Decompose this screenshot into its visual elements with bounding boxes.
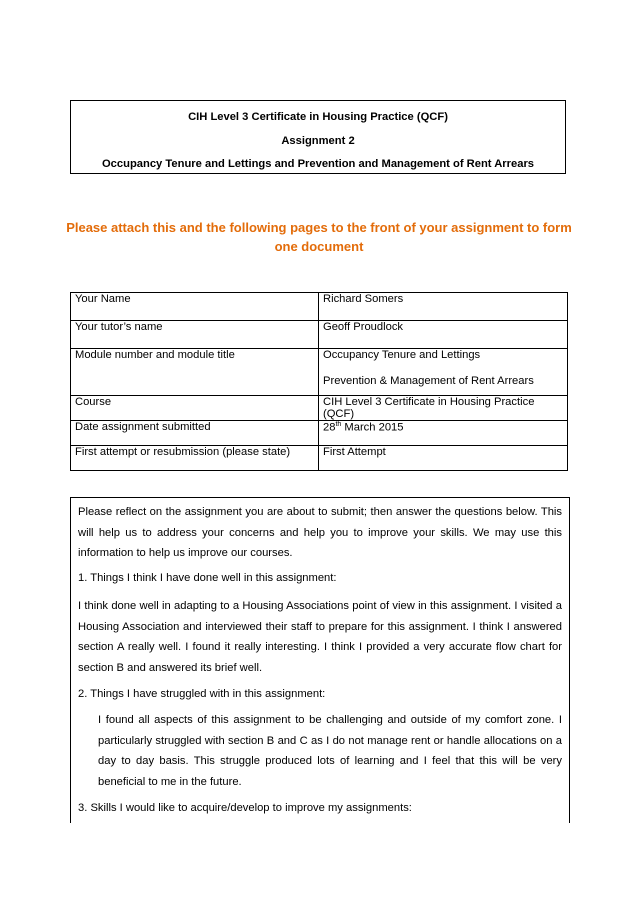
date-rest: March 2015 [341, 421, 404, 434]
table-row [71, 421, 568, 446]
date-day: 28 [323, 421, 336, 434]
assignment-subtitle: Occupancy Tenure and Lettings and Prevention and Management of Rent Arrears [101, 158, 535, 170]
assignment-number: Assignment 2 [281, 135, 355, 147]
student-info-table [70, 292, 568, 471]
row-label: Date assignment submitted [71, 421, 319, 446]
row-value: CIH Level 3 Certificate in Housing Practice (QCF) [319, 396, 568, 421]
row-label: Your Name [71, 293, 319, 321]
table-row [71, 321, 568, 349]
module-title-2: Prevention & Management of Rent Arrears [323, 375, 534, 387]
certificate-title: CIH Level 3 Certificate in Housing Practice (QCF) [188, 111, 448, 123]
row-label: Module number and module title [71, 349, 319, 396]
row-label: First attempt or resubmission (please state) [71, 446, 319, 471]
row-label: Course [71, 396, 319, 421]
cover-header-box [70, 100, 566, 174]
answer-2: I found all aspects of this assignment to be challenging and outside of my comfort zone. I particularly struggled with section B and C as I do not manage rent or handle allocations on a day to day basis. This struggle produced lots of learning and I feel that this will be very beneficial to me in the future. [98, 714, 562, 788]
row-value: First Attempt [319, 446, 568, 471]
question-3: 3. Skills I would like to acquire/develop to improve my assignments: [78, 802, 412, 814]
reflection-box [70, 497, 570, 823]
table-row [71, 446, 568, 471]
answer-1: I think done well in adapting to a Housing Associations point of view in this assignment. I visited a Housing Association and interviewed their staff to prepare for this assignment. I think I answered section A really well. I found it really interesting. I think I provided a very accurate flow chart for section B and answered its brief well. [78, 600, 562, 674]
attach-notice: Please attach this and the following pages to the front of your assignment to form one document [66, 220, 572, 254]
table-row [71, 293, 568, 321]
row-value: Richard Somers [319, 293, 568, 321]
table-row [71, 349, 568, 396]
row-value: Geoff Proudlock [319, 321, 568, 349]
module-title-1: Occupancy Tenure and Lettings [323, 349, 481, 361]
row-value [319, 349, 568, 396]
question-1: 1. Things I think I have done well in this assignment: [78, 572, 337, 584]
row-label: Your tutor’s name [71, 321, 319, 349]
reflection-intro: Please reflect on the assignment you are about to submit; then answer the questions below. This will help us to address your concerns and help you to improve your skills. We may use this information to help us improve our courses. [78, 506, 562, 559]
date-suffix: th [335, 421, 342, 428]
table-row [71, 396, 568, 421]
row-value [319, 421, 568, 446]
question-2: 2. Things I have struggled with in this assignment: [78, 688, 326, 700]
